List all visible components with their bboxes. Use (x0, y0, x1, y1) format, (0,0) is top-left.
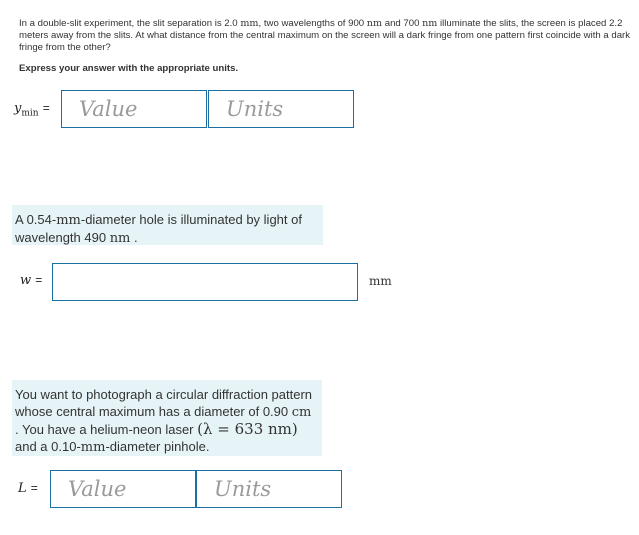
unit-cm: cm (291, 405, 312, 420)
problem3-text: and a 0.10- (15, 439, 81, 454)
ymin-value-input[interactable] (61, 90, 207, 128)
equals-sign: = (30, 481, 38, 495)
problem1-text: and 700 (382, 18, 423, 29)
w-label (20, 273, 42, 288)
unit-mm: mm (56, 213, 81, 228)
units-placeholder: Units (214, 477, 272, 501)
problem1-text: In a double-slit experiment, the slit separation is 2.0 (19, 18, 241, 29)
w-answer-input[interactable] (52, 263, 358, 301)
unit-mm: mm (240, 18, 259, 29)
answer-instruction: Express your answer with the appropriate units. (19, 63, 239, 74)
problem3-text: . You have a helium-neon laser (15, 422, 198, 437)
unit-nm: nm (366, 18, 383, 29)
var-symbol: L (18, 481, 27, 496)
unit-mm: mm (80, 440, 106, 455)
problem2-statement (12, 205, 323, 245)
problem2-text: A 0.54- (15, 212, 57, 227)
L-label (18, 481, 38, 496)
ymin-units-input[interactable] (208, 90, 354, 128)
L-value-input[interactable] (50, 470, 196, 508)
answer-unit-label: mm (369, 274, 392, 288)
problem3-text: -diameter pinhole. (105, 439, 210, 454)
value-placeholder: Value (79, 97, 138, 121)
var-symbol: y (14, 101, 22, 116)
units-placeholder: Units (226, 97, 284, 121)
laser-wavelength: (λ = 633 nm) (197, 420, 298, 438)
problem1-text: , two wavelengths of 900 (258, 18, 367, 29)
equals-sign: = (42, 101, 50, 115)
problem2-text: . (130, 230, 138, 245)
value-placeholder: Value (68, 477, 127, 501)
var-subscript: min (21, 108, 39, 119)
ymin-label (14, 101, 50, 119)
problem3-text: You want to photograph a circular diffraction pattern whose central maximum has a diameter of 0.90 (15, 387, 313, 419)
unit-nm: nm (109, 231, 131, 246)
problem3-statement (12, 380, 322, 456)
problem1-text: illuminate the slits, the screen is placed 2.2 meters away from the slits. At what distance from the central maximum on the screen will a dark fringe from one pattern first coincide with a dark fringe from the other? (19, 18, 631, 53)
problem2-text: -diameter hole is illuminated by light of wavelength 490 (15, 212, 302, 245)
unit-nm: nm (422, 18, 438, 29)
L-units-input[interactable] (196, 470, 342, 508)
problem1-statement (19, 18, 634, 54)
var-symbol: w (20, 273, 32, 288)
equals-sign: = (35, 273, 43, 287)
